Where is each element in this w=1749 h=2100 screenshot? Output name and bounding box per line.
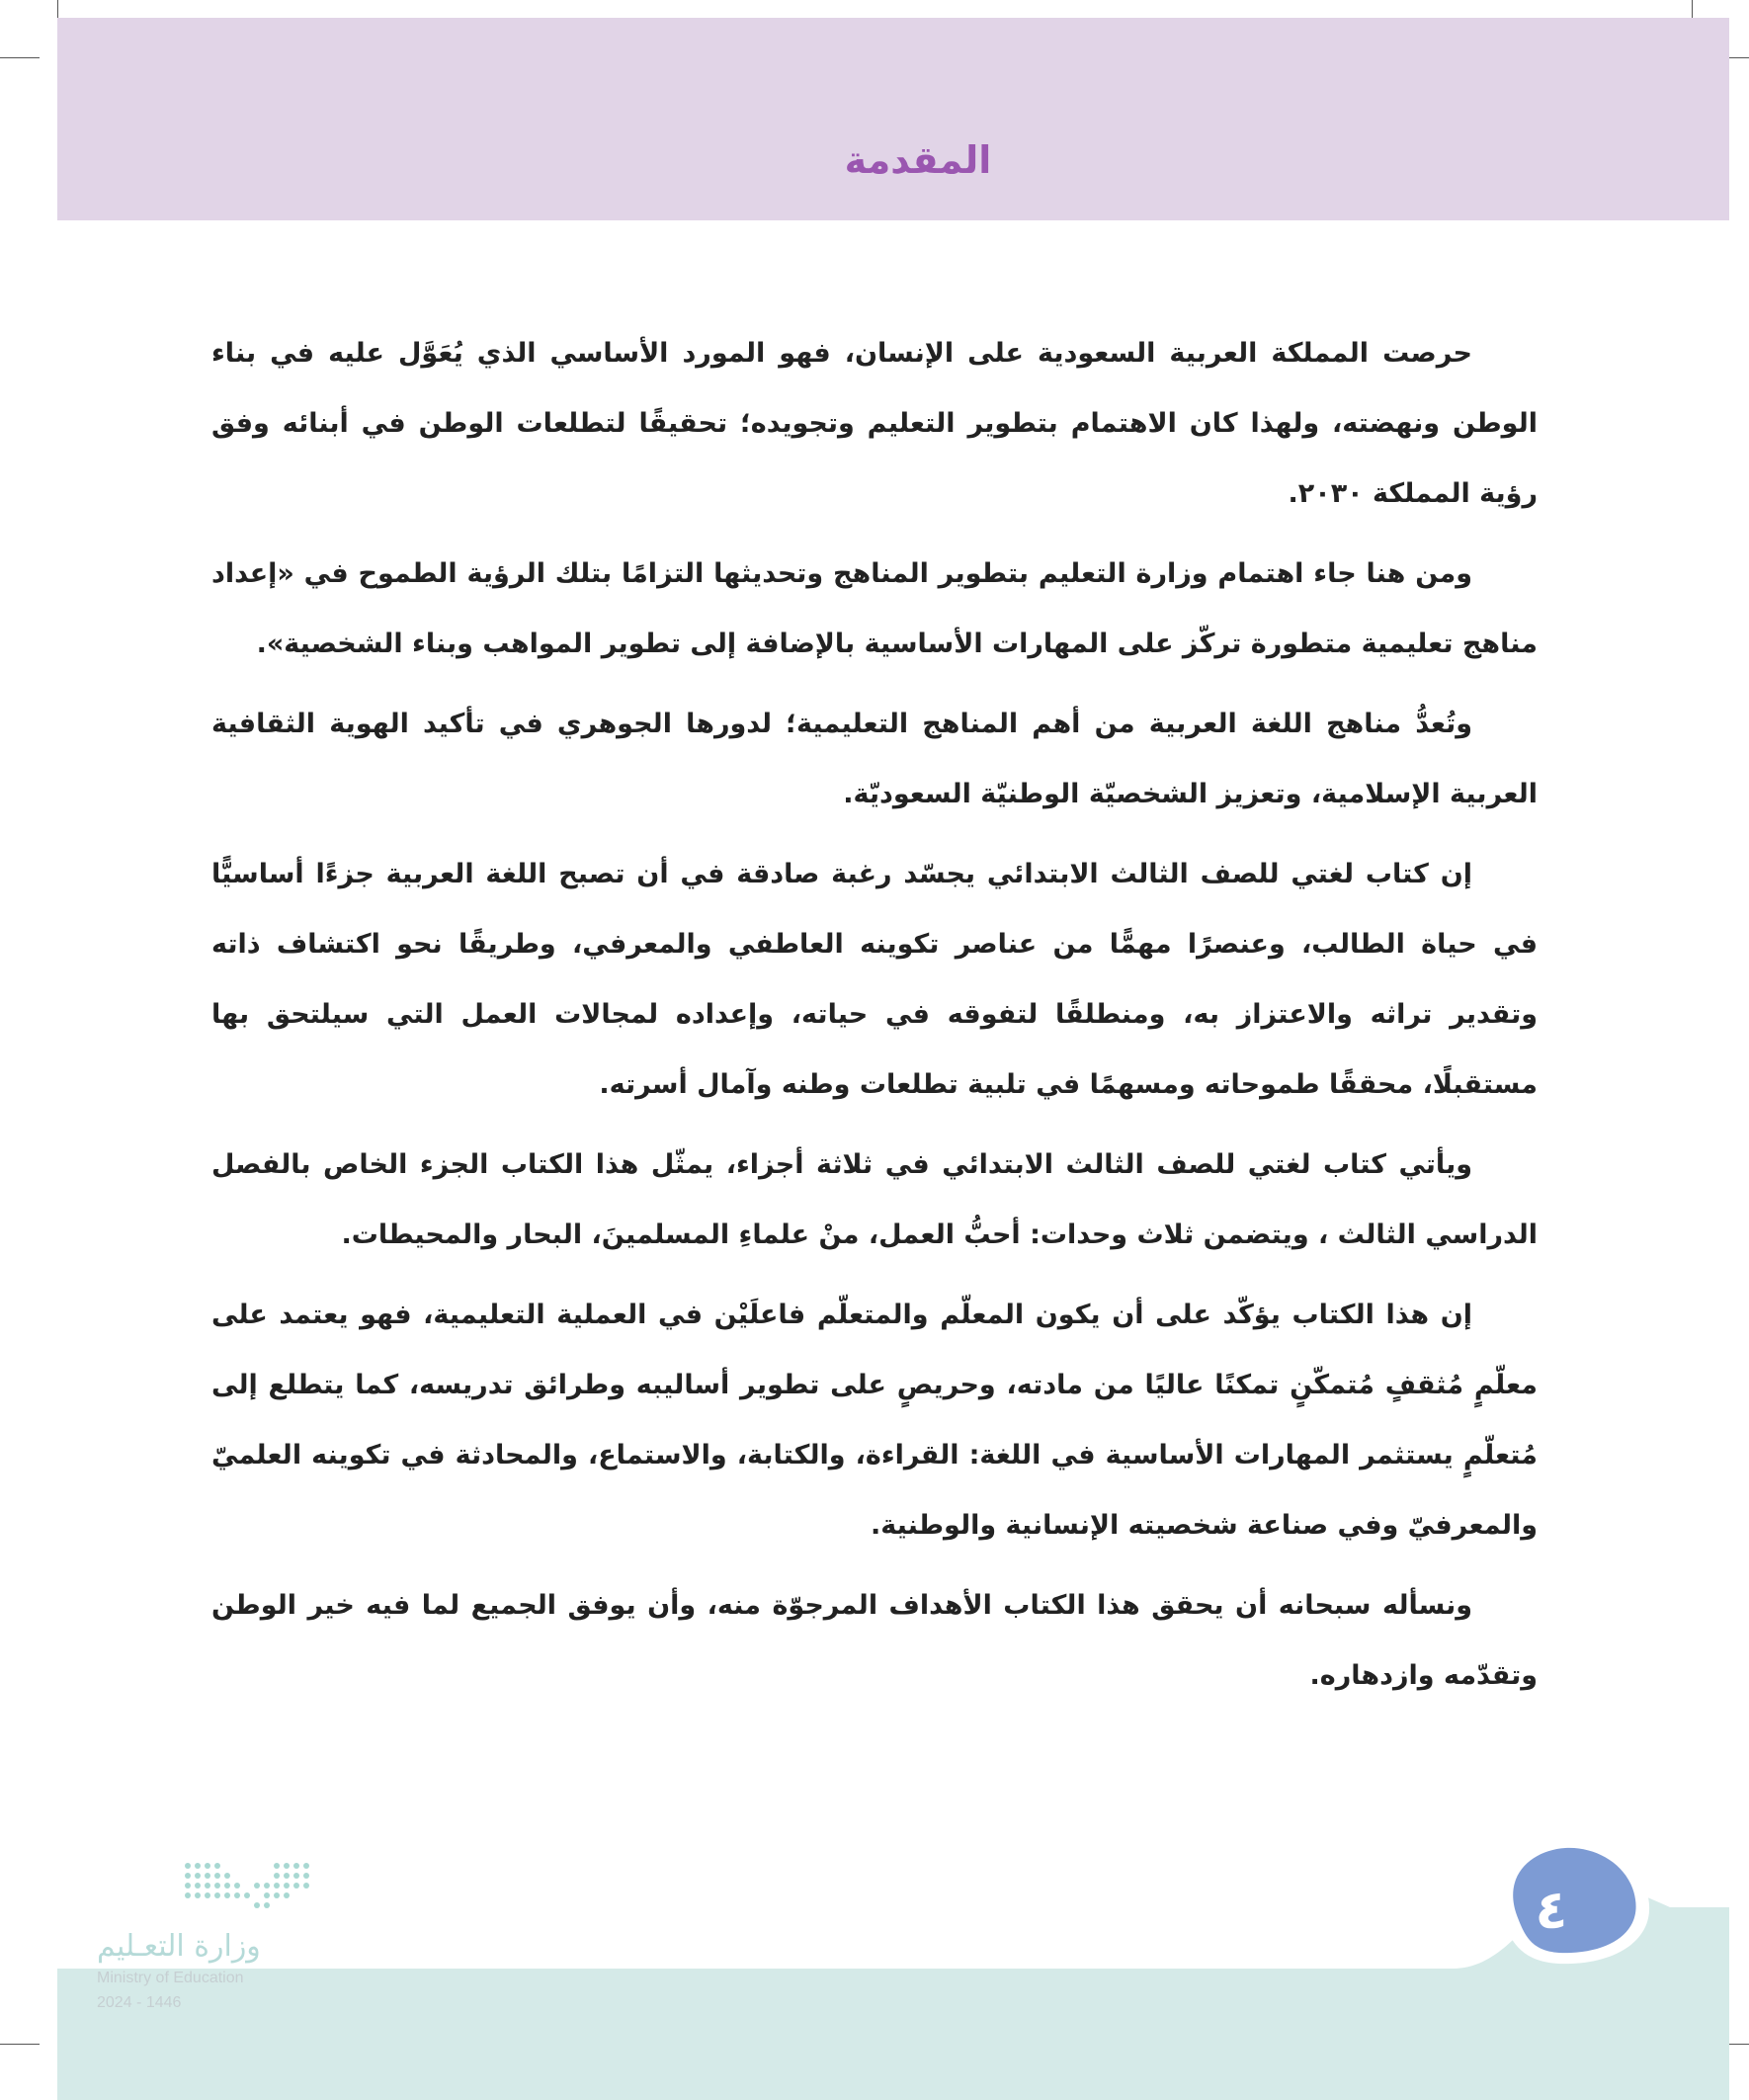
paragraph: ونسأله سبحانه أن يحقق هذا الكتاب الأهداف المرجوّة منه، وأن يوفق الجميع لما فيه خير الوطن وتقدّمه وازدهاره.	[211, 1590, 1538, 1691]
paragraph: وتُعدُّ مناهج اللغة العربية من أهم المناهج التعليمية؛ لدورها الجوهري في تأكيد الهوية الثقافية العربية الإسلامية، وتعزيز الشخصيّة الوطنيّة السعوديّة.	[211, 709, 1538, 809]
paragraph: ومن هنا جاء اهتمام وزارة التعليم بتطوير المناهج وتحديثها التزامًا بتلك الرؤية الطموح في «إعداد مناهج تعليمية متطورة تركّز على المهارات الأساسية بالإضافة إلى تطوير المواهب وبناء الشخصية».	[211, 558, 1538, 659]
paragraph: حرصت المملكة العربية السعودية على الإنسان، فهو المورد الأساسي الذي يُعَوَّل عليه في بناء الوطن ونهضته، ولهذا كان الاهتمام بتطوير التعليم وتجويده؛ تحقيقًا لتطلعات الوطن في أبنائه وفق رؤية المملكة ٢٠٣٠.	[211, 338, 1538, 509]
page-title: المقدمة	[844, 138, 992, 182]
page-number: ٤	[1535, 1878, 1568, 1941]
header-band	[57, 18, 1729, 220]
paragraph: ويأتي كتاب لغتي للصف الثالث الابتدائي في ثلاثة أجزاء، يمثّل هذا الكتاب الجزء الخاص بالفصل الدراسي الثالث ، ويتضمن ثلاث وحدات: أحبُّ العمل، منْ علماءِ المسلمينَ، البحار والمحيطات.	[211, 1149, 1538, 1250]
paragraph: إن هذا الكتاب يؤكّد على أن يكون المعلّم والمتعلّم فاعلَيْن في العملية التعليمية، فهو يعتمد على معلّمٍ مُثقفٍ مُتمكّنٍ تمكنًا عاليًا من مادته، وحريصٍ على تطوير أساليبه وطرائق تدريسه، كما يتطلع إلى مُتعلّمٍ يستثمر المهارات الأساسية في اللغة: القراءة، والكتابة، والاستماع، والمحادثة في تكوينه العلميّ والمعرفيّ وفي صناعة شخصيته الإنسانية والوطنية.	[211, 1300, 1538, 1541]
introduction-body	[211, 318, 1538, 1721]
ministry-name-arabic: وزارة التعـليم	[97, 1929, 261, 1964]
ministry-name-english: Ministry of Education	[97, 1970, 244, 1986]
edition-year: 2024 - 1446	[97, 1994, 182, 2011]
paragraph: إن كتاب لغتي للصف الثالث الابتدائي يجسّد رغبة صادقة في أن تصبح اللغة العربية جزءًا أساسيًّا في حياة الطالب، وعنصرًا مهمًّا من عناصر تكوينه العاطفي والمعرفي، وطريقًا نحو اكتشاف ذاته وتقدير تراثه والاعتزاز به، ومنطلقًا لتفوقه في حياته، وإعداده لمجالات العمل التي سيلتحق بها مستقبلًا، محققًا طموحاته ومسهمًا في تلبية تطلعات وطنه وآمال أسرته.	[211, 859, 1538, 1100]
crop-mark	[0, 57, 40, 58]
ministry-logo-icon	[97, 1850, 354, 1929]
